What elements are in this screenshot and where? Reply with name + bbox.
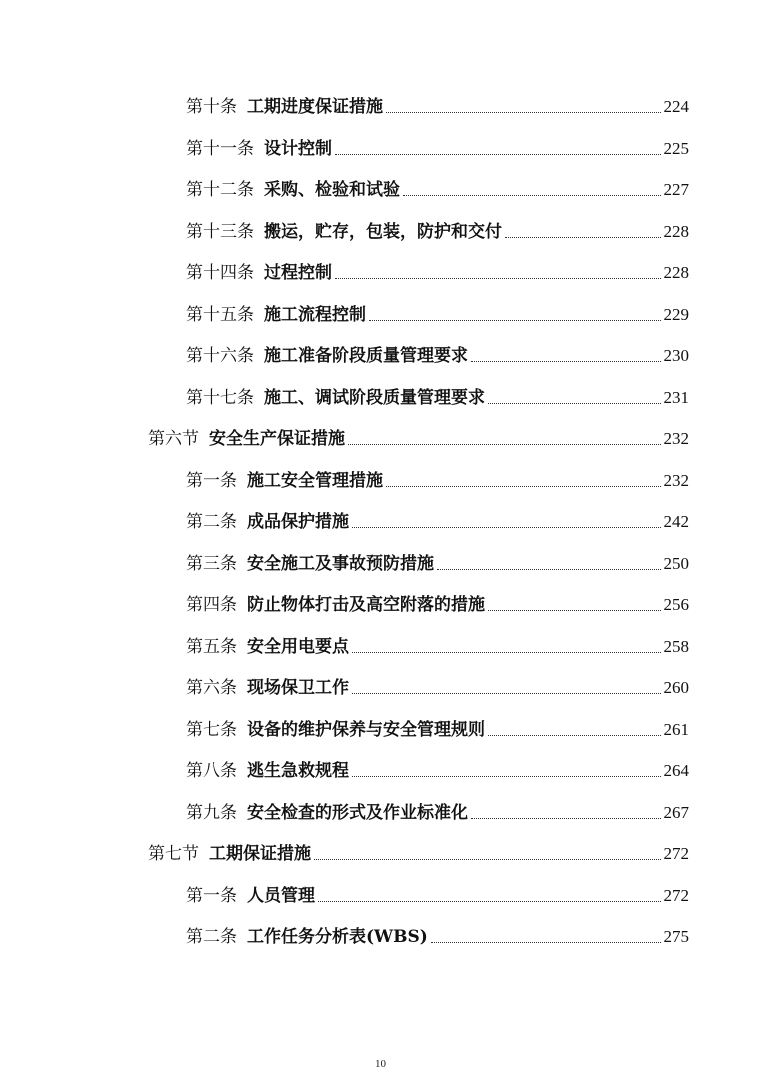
toc-dot-leader <box>471 361 661 362</box>
toc-entry-title: 现场保卫工作 <box>247 678 349 698</box>
toc-entry-number: 第十七条 <box>186 387 254 408</box>
toc-entry-title: 过程控制 <box>264 263 332 283</box>
toc-dot-leader <box>314 859 661 860</box>
toc-entry-number: 第十四条 <box>186 263 254 283</box>
toc-dot-leader <box>488 735 661 736</box>
toc-entry-number: 第六条 <box>186 678 237 698</box>
toc-entry-title: 安全生产保证措施 <box>209 429 345 449</box>
toc-entry[interactable] <box>186 800 689 824</box>
toc-entry-title: 人员管理 <box>247 885 315 906</box>
toc-entry-page: 232 <box>663 470 689 490</box>
toc-dot-leader <box>352 527 661 528</box>
toc-entry[interactable] <box>186 551 689 575</box>
toc-entry-page: 272 <box>663 885 689 905</box>
toc-entry-title: 设备的维护保养与安全管理规则 <box>247 719 485 740</box>
toc-entry[interactable] <box>186 177 689 201</box>
toc-entry[interactable] <box>186 94 689 118</box>
toc-entry-page: 256 <box>663 595 689 614</box>
toc-entry-title: 施工安全管理措施 <box>247 470 383 491</box>
toc-entry-page: 250 <box>663 553 689 573</box>
toc-dot-leader <box>335 278 661 279</box>
toc-entry-title: 施工、调试阶段质量管理要求 <box>264 387 485 408</box>
toc-entry-number: 第七节 <box>148 844 199 864</box>
toc-entry-page: 230 <box>663 346 689 365</box>
toc-entry[interactable] <box>186 592 689 616</box>
toc-entry-page: 231 <box>663 387 689 407</box>
toc-dot-leader <box>352 652 661 653</box>
toc-entry-page: 225 <box>663 138 689 158</box>
toc-entry[interactable] <box>186 717 689 741</box>
toc-entry[interactable] <box>186 343 689 367</box>
toc-entry-page: 229 <box>663 304 689 324</box>
toc-entry-page: 275 <box>663 927 689 946</box>
toc-dot-leader <box>318 901 661 902</box>
toc-entry-number: 第二条 <box>186 927 237 947</box>
toc-entry-title: 施工准备阶段质量管理要求 <box>264 346 468 366</box>
toc-entry-title: 安全用电要点 <box>247 636 349 657</box>
toc-entry[interactable] <box>148 841 689 865</box>
toc-entry-number: 第十五条 <box>186 304 254 325</box>
toc-entry[interactable] <box>186 260 689 284</box>
toc-entry-title: 逃生急救规程 <box>247 761 349 781</box>
toc-dot-leader <box>488 403 661 404</box>
toc-entry-number: 第一条 <box>186 470 237 491</box>
toc-entry-page: 242 <box>663 512 689 531</box>
toc-entry[interactable] <box>186 634 689 658</box>
toc-entry-title: 工期保证措施 <box>209 844 311 864</box>
toc-entry-title: 成品保护措施 <box>247 512 349 532</box>
toc-entry-page: 272 <box>663 844 689 863</box>
toc-dot-leader <box>352 693 661 694</box>
toc-entry-title: 设计控制 <box>264 138 332 159</box>
toc-entry-page: 261 <box>663 719 689 739</box>
toc-entry-number: 第十一条 <box>186 138 254 159</box>
toc-entry[interactable] <box>186 136 689 160</box>
toc-entry[interactable] <box>186 302 689 326</box>
toc-entry-page: 264 <box>663 761 689 780</box>
toc-entry[interactable] <box>186 675 689 699</box>
toc-entry-number: 第二条 <box>186 512 237 532</box>
toc-entry-page: 228 <box>663 263 689 282</box>
toc-entry-number: 第三条 <box>186 553 237 574</box>
toc-entry-page: 227 <box>663 180 689 199</box>
toc-entry[interactable] <box>186 385 689 409</box>
toc-entry-title: 搬运，贮存，包装，防护和交付 <box>264 221 502 242</box>
toc-dot-leader <box>352 776 661 777</box>
toc-entry[interactable] <box>186 509 689 533</box>
toc-entry-title: 安全施工及事故预防措施 <box>247 553 434 574</box>
toc-entry[interactable] <box>186 758 689 782</box>
toc-entry-number: 第九条 <box>186 802 237 823</box>
toc-entry-number: 第十三条 <box>186 221 254 242</box>
toc-entry-title: 工期进度保证措施 <box>247 97 383 117</box>
toc-entry[interactable] <box>148 426 689 450</box>
toc-entry-page: 228 <box>663 221 689 241</box>
toc-dot-leader <box>386 486 661 487</box>
toc-entry-number: 第十六条 <box>186 346 254 366</box>
toc-entry-page: 224 <box>663 97 689 116</box>
toc-entry-number: 第五条 <box>186 636 237 657</box>
toc-dot-leader <box>437 569 661 570</box>
toc-dot-leader <box>348 444 661 445</box>
toc-entry-number: 第八条 <box>186 761 237 781</box>
toc-entry[interactable] <box>186 219 689 243</box>
toc-entry-number: 第十二条 <box>186 180 254 200</box>
toc-entry-page: 260 <box>663 678 689 697</box>
page-number: 10 <box>375 1058 386 1070</box>
toc-entry[interactable] <box>186 883 689 907</box>
toc-dot-leader <box>431 942 661 943</box>
toc-entry-number: 第四条 <box>186 595 237 615</box>
toc-dot-leader <box>505 237 661 238</box>
toc-dot-leader <box>369 320 661 321</box>
toc-entry[interactable] <box>186 924 689 948</box>
toc-entry-page: 267 <box>663 802 689 822</box>
toc-entry[interactable] <box>186 468 689 492</box>
toc-entry-title: 采购、检验和试验 <box>264 180 400 200</box>
toc-entry-number: 第六节 <box>148 429 199 449</box>
toc-entry-number: 第一条 <box>186 885 237 906</box>
toc-entry-title: 工作任务分析表(WBS) <box>247 927 428 947</box>
toc-entry-title: 施工流程控制 <box>264 304 366 325</box>
toc-entry-page: 232 <box>663 429 689 448</box>
toc-entry-page: 258 <box>663 636 689 656</box>
toc-dot-leader <box>335 154 661 155</box>
toc-entry-title: 安全检查的形式及作业标准化 <box>247 802 468 823</box>
toc-dot-leader <box>386 112 661 113</box>
toc-entry-title: 防止物体打击及高空附落的措施 <box>247 595 485 615</box>
toc-dot-leader <box>488 610 661 611</box>
toc-entry-number: 第七条 <box>186 719 237 740</box>
toc-dot-leader <box>471 818 661 819</box>
toc-dot-leader <box>403 195 661 196</box>
toc-entry-number: 第十条 <box>186 97 237 117</box>
